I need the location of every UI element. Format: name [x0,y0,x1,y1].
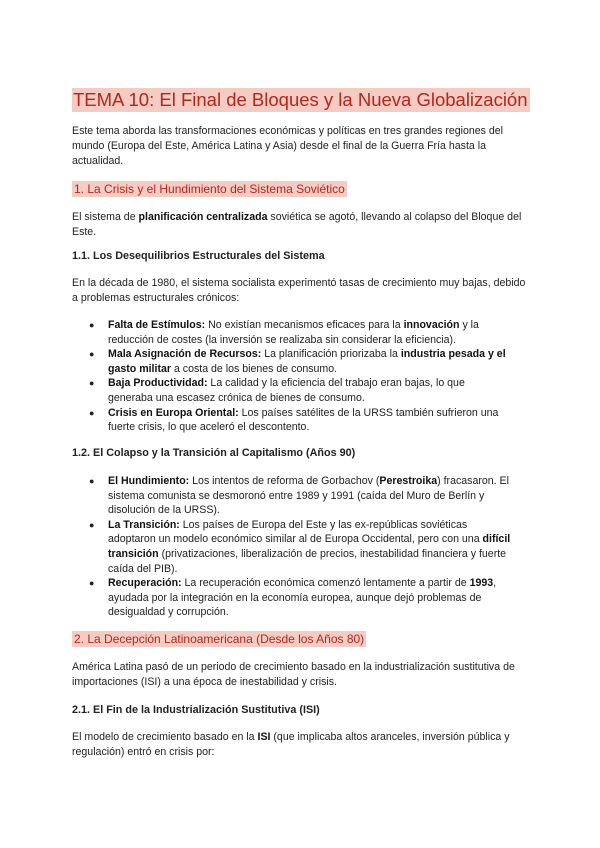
list-item: ● Falta de Estímulos: No existían mecanismos eficaces para la innovación y la reducción de costes (la inversión se realizaba sin considerar la eficiencia). [89,319,479,346]
section-1-heading: 1. La Crisis y el Hundimiento del Sistema Soviético [74,182,345,196]
list-item: ● Mala Asignación de Recursos: La planificación priorizaba la industria pesada y el gasto militar a costa de los bienes de consumo. [89,348,506,375]
subsection-1-1-list [72,318,512,435]
bullet-icon: ● [89,476,95,486]
bullet-icon: ● [89,578,95,589]
list-item: ● Baja Productividad: La calidad y la eficiencia del trabajo eran bajas, lo que generaba una escasez crónica de bienes de consumo. [89,377,465,404]
intro-paragraph: Este tema aborda las transformaciones económicas y políticas en tres grandes regiones del mundo (Europa del Este, América Latina y Asia) desde el final de la Guerra Fría hasta la actualidad. [72,125,504,168]
subsection-1-2-list [72,474,512,620]
subsection-2-1-paragraph: El modelo de crecimiento basado en la ISI (que implicaba altos aranceles, inversión pública y regulación) entró en crisis por: [72,731,510,759]
bullet-icon: ● [89,349,95,360]
list-item: ● Crisis en Europa Oriental: Los países satélites de la URSS también sufrieron una fuerte crisis, lo que aceleró el descontento. [89,406,499,434]
subsection-1-1-heading: 1.1. Los Desequilibrios Estructurales del Sistema [72,250,325,262]
subsection-1-1-paragraph: En la década de 1980, el sistema socialista experimentó tasas de crecimiento muy bajas, debido a problemas estructurales crónicos: [72,277,526,305]
section-2-paragraph: América Latina pasó de un periodo de crecimiento basado en la industrialización sustitutiva de importaciones (ISI) a una época de inestabilidad y crisis. [72,661,515,689]
list-item: ● El Hundimiento: Los intentos de reforma de Gorbachov (Perestroika) fracasaron. El sistema comunista se desmoronó entre 1989 y 1991 (caída del Muro de Berlín y disolución de la URSS). [89,475,509,517]
bullet-icon: ● [89,320,95,330]
list-item: ● Recuperación: La recuperación económica comenzó lentamente a partir de 1993, ayudada por la integración en la economía europea, aunque dejó problemas de desigualdad y corrupción. [89,577,497,619]
document-title: TEMA 10: El Final de Bloques y la Nueva Globalización [73,89,528,110]
subsection-2-1-heading: 2.1. El Fin de la Industrialización Sustitutiva (ISI) [72,704,320,716]
bullet-icon: ● [89,519,95,530]
subsection-1-2-heading: 1.2. El Colapso y la Transición al Capitalismo (Años 90) [72,447,356,459]
bullet-icon: ● [89,407,95,418]
section-1-paragraph: El sistema de planificación centralizada soviética se agotó, llevando al colapso del Bloque del Este. [72,211,522,239]
bullet-icon: ● [89,378,95,389]
list-item: ● La Transición: Los países de Europa del Este y las ex-repúblicas soviéticas adoptaron un modelo económico similar al de Europa Occidental, pero con una difícil transición (privatizaciones, liberalización de precios, inestabilidad financiera y fuerte caída del PIB). [89,518,511,575]
section-2-heading: 2. La Decepción Latinoamericana (Desde los Años 80) [74,632,365,646]
